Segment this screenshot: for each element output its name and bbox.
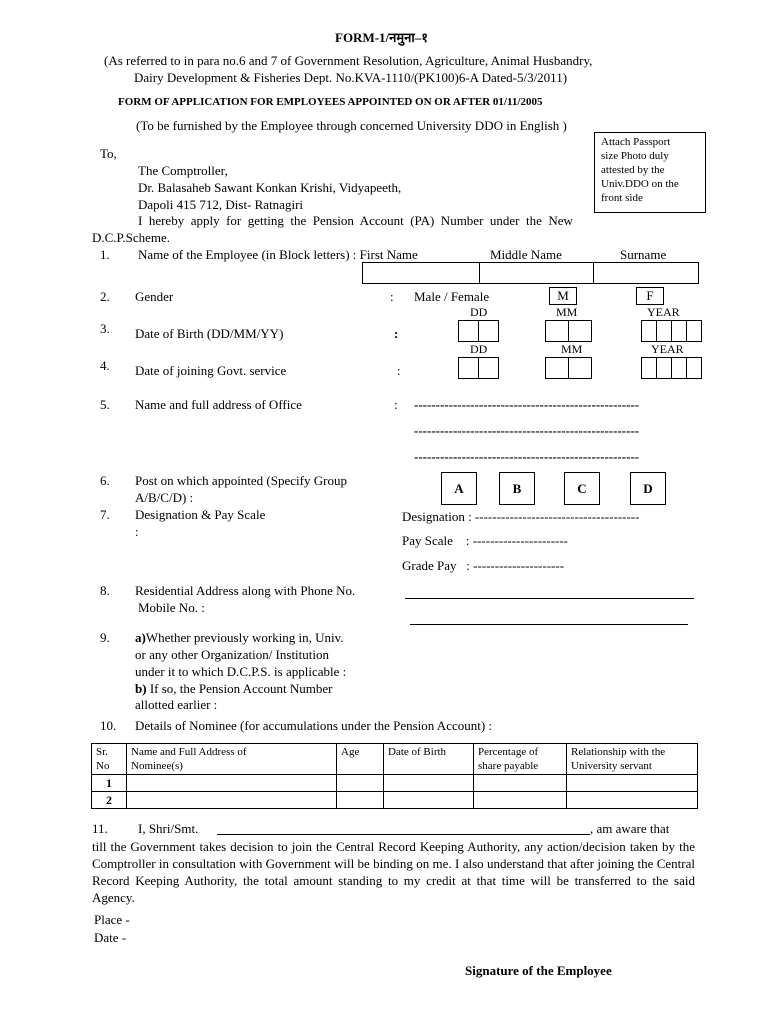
group-b-box[interactable]: B — [499, 472, 535, 505]
request-line-1: I hereby apply for getting the Pension Account (PA) Number under the New — [138, 213, 573, 228]
middle-name-field[interactable] — [479, 262, 594, 284]
mobile-label: Mobile No. : — [138, 600, 205, 615]
dob-year-digit[interactable] — [656, 320, 672, 342]
form-subtitle: FORM OF APPLICATION FOR EMPLOYEES APPOINTED ON OR AFTER 01/11/2005 — [118, 96, 543, 108]
photo-box-line: size Photo duly — [601, 150, 669, 162]
dd-label: DD — [470, 342, 488, 356]
mm-label: MM — [561, 342, 583, 356]
nominee-table — [91, 743, 698, 809]
nominee-percentage-cell[interactable] — [474, 792, 567, 809]
grade-pay-field[interactable]: Grade Pay : --------------------- — [402, 558, 565, 573]
address-to: To, — [100, 146, 117, 161]
signature-label: Signature of the Employee — [465, 963, 612, 978]
doj-mm-digit[interactable] — [545, 357, 569, 379]
instruction-text: (To be furnished by the Employee through concerned University DDO in English ) — [136, 118, 567, 133]
group-c-box[interactable]: C — [564, 472, 600, 505]
dob-mm-digit[interactable] — [568, 320, 592, 342]
place-label: Place - — [94, 912, 130, 927]
designation-field[interactable]: Designation : -------------------------------------- — [402, 509, 640, 524]
previous-employment-q-b — [135, 681, 333, 697]
nominee-percentage-cell[interactable] — [474, 775, 567, 792]
middle-name-label: Middle Name — [490, 247, 562, 262]
nominee-relationship-cell[interactable] — [567, 775, 698, 792]
item-number: 4. — [100, 358, 110, 373]
dob-year-digit[interactable] — [641, 320, 657, 342]
dob-year-digit[interactable] — [686, 320, 702, 342]
year-label: YEAR — [647, 305, 680, 319]
declaration-line-1-end: , am aware that — [590, 821, 670, 836]
nominee-relationship-cell[interactable] — [567, 792, 698, 809]
item-number: 10. — [100, 718, 117, 733]
q-b-text: If so, the Pension Account Number — [146, 681, 333, 696]
office-address-line[interactable]: ---------------------------------------------------- — [414, 397, 640, 412]
nominee-name-cell[interactable] — [127, 792, 337, 809]
first-name-field[interactable] — [362, 262, 480, 284]
office-address-line[interactable]: ---------------------------------------------------- — [414, 449, 640, 464]
previous-employment-q-a — [135, 630, 344, 646]
name-label: Name of the Employee (in Block letters) : First Name — [138, 247, 418, 262]
reference-line-2: Dairy Development & Fisheries Dept. No.KVA-1110/(PK100)6-A Dated-5/3/2011) — [134, 70, 568, 85]
item-number: 3. — [100, 321, 110, 336]
gender-options: Male / Female — [414, 289, 490, 304]
colon: : — [394, 326, 399, 341]
item-number: 5. — [100, 397, 110, 412]
item-number: 8. — [100, 583, 110, 598]
colon: : — [135, 524, 139, 539]
header-relationship: Relationship with the University servant — [567, 744, 698, 775]
gender-male-box[interactable]: M — [549, 287, 577, 305]
table-row[interactable] — [92, 775, 698, 792]
residential-label: Residential Address along with Phone No. — [135, 583, 356, 598]
address-line-3: Dapoli 415 712, Dist- Ratnagiri — [138, 197, 304, 212]
post-label-1: Post on which appointed (Specify Group — [135, 473, 347, 488]
designation-label: Designation & Pay Scale — [135, 507, 266, 522]
header-age: Age — [337, 744, 384, 775]
row-number: 1 — [92, 775, 127, 792]
residential-address-line[interactable] — [405, 598, 694, 599]
photo-box-line: attested by the — [601, 164, 665, 176]
group-d-box[interactable]: D — [630, 472, 666, 505]
q-b-marker: b) — [135, 681, 147, 696]
photo-box-line: Attach Passport — [601, 136, 671, 148]
group-a-box[interactable]: A — [441, 472, 477, 505]
office-label: Name and full address of Office — [135, 397, 302, 412]
passport-photo-box[interactable] — [594, 132, 706, 213]
gender-female-box[interactable]: F — [636, 287, 664, 305]
item-number: 1. — [100, 247, 110, 262]
dob-dd-digit[interactable] — [458, 320, 479, 342]
declaration-name-prefix: I, Shri/Smt. — [138, 821, 199, 836]
nominee-dob-cell[interactable] — [384, 792, 474, 809]
dd-label: DD — [470, 305, 488, 319]
table-row[interactable] — [92, 792, 698, 809]
doj-year-digit[interactable] — [656, 357, 672, 379]
mobile-number-line[interactable] — [410, 624, 688, 625]
doj-year-digit[interactable] — [686, 357, 702, 379]
item-number: 11. — [92, 821, 108, 836]
mm-label: MM — [556, 305, 578, 319]
photo-box-line: Univ.DDO on the — [601, 178, 679, 190]
q-a-text: Whether previously working in, Univ. — [145, 630, 344, 645]
dob-mm-digit[interactable] — [545, 320, 569, 342]
form-title: FORM-1/नमुना–१ — [335, 30, 428, 45]
colon: : — [390, 289, 394, 304]
doj-label: Date of joining Govt. service — [135, 363, 287, 378]
pay-scale-field[interactable]: Pay Scale : ---------------------- — [402, 533, 569, 548]
item-number: 6. — [100, 473, 110, 488]
reference-line-1: (As referred to in para no.6 and 7 of Government Resolution, Agriculture, Animal Husbandry, — [104, 53, 593, 68]
header-nominee-name: Name and Full Address of Nominee(s) — [127, 744, 337, 775]
address-line-2: Dr. Balasaheb Sawant Konkan Krishi, Vidyapeeth, — [138, 180, 402, 195]
gender-label: Gender — [135, 289, 174, 304]
nominee-age-cell[interactable] — [337, 775, 384, 792]
item-number: 2. — [100, 289, 110, 304]
nominee-label: Details of Nominee (for accumulations under the Pension Account) : — [135, 718, 493, 733]
header-sr-no: Sr. No — [92, 744, 127, 775]
dob-year-digit[interactable] — [671, 320, 687, 342]
nominee-name-cell[interactable] — [127, 775, 337, 792]
address-line-1: The Comptroller, — [138, 163, 228, 178]
row-number: 2 — [92, 792, 127, 809]
previous-employment-q-b-line: allotted earlier : — [135, 697, 218, 712]
item-number: 7. — [100, 507, 110, 522]
surname-field[interactable] — [593, 262, 699, 284]
year-label: YEAR — [651, 342, 684, 356]
dob-label: Date of Birth (DD/MM/YY) — [135, 326, 284, 341]
colon: : — [394, 397, 398, 412]
date-label: Date - — [94, 930, 127, 945]
doj-mm-digit[interactable] — [568, 357, 592, 379]
previous-employment-q-a-line: or any other Organization/ Institution — [135, 647, 329, 662]
doj-year-digit[interactable] — [671, 357, 687, 379]
item-number: 9. — [100, 630, 110, 645]
nominee-dob-cell[interactable] — [384, 775, 474, 792]
q-a-marker: a) — [135, 630, 146, 645]
photo-box-line: front side — [601, 192, 643, 204]
doj-dd-digit[interactable] — [478, 357, 499, 379]
declaration-text: till the Government takes decision to join the Central Record Keeping Authority, any action/decision taken by the Comptroller in consultation with Government will be binding on me. I also understand that after joining the Central Record Keeping Authority, the total amount standing to my credit at that time will be transferred to the said Agency. — [92, 839, 695, 905]
post-label-2: A/B/C/D) : — [135, 490, 194, 505]
surname-label: Surname — [620, 247, 667, 262]
office-address-line[interactable]: ---------------------------------------------------- — [414, 423, 640, 438]
request-line-2: D.C.P.Scheme. — [92, 230, 170, 245]
declarant-name-line[interactable] — [217, 834, 590, 835]
colon: : — [397, 363, 401, 378]
dob-dd-digit[interactable] — [478, 320, 499, 342]
doj-year-digit[interactable] — [641, 357, 657, 379]
header-percentage: Percentage of share payable — [474, 744, 567, 775]
doj-dd-digit[interactable] — [458, 357, 479, 379]
previous-employment-q-a-line: under it to which D.C.P.S. is applicable : — [135, 664, 347, 679]
table-header-row — [92, 744, 698, 775]
nominee-age-cell[interactable] — [337, 792, 384, 809]
header-dob: Date of Birth — [384, 744, 474, 775]
